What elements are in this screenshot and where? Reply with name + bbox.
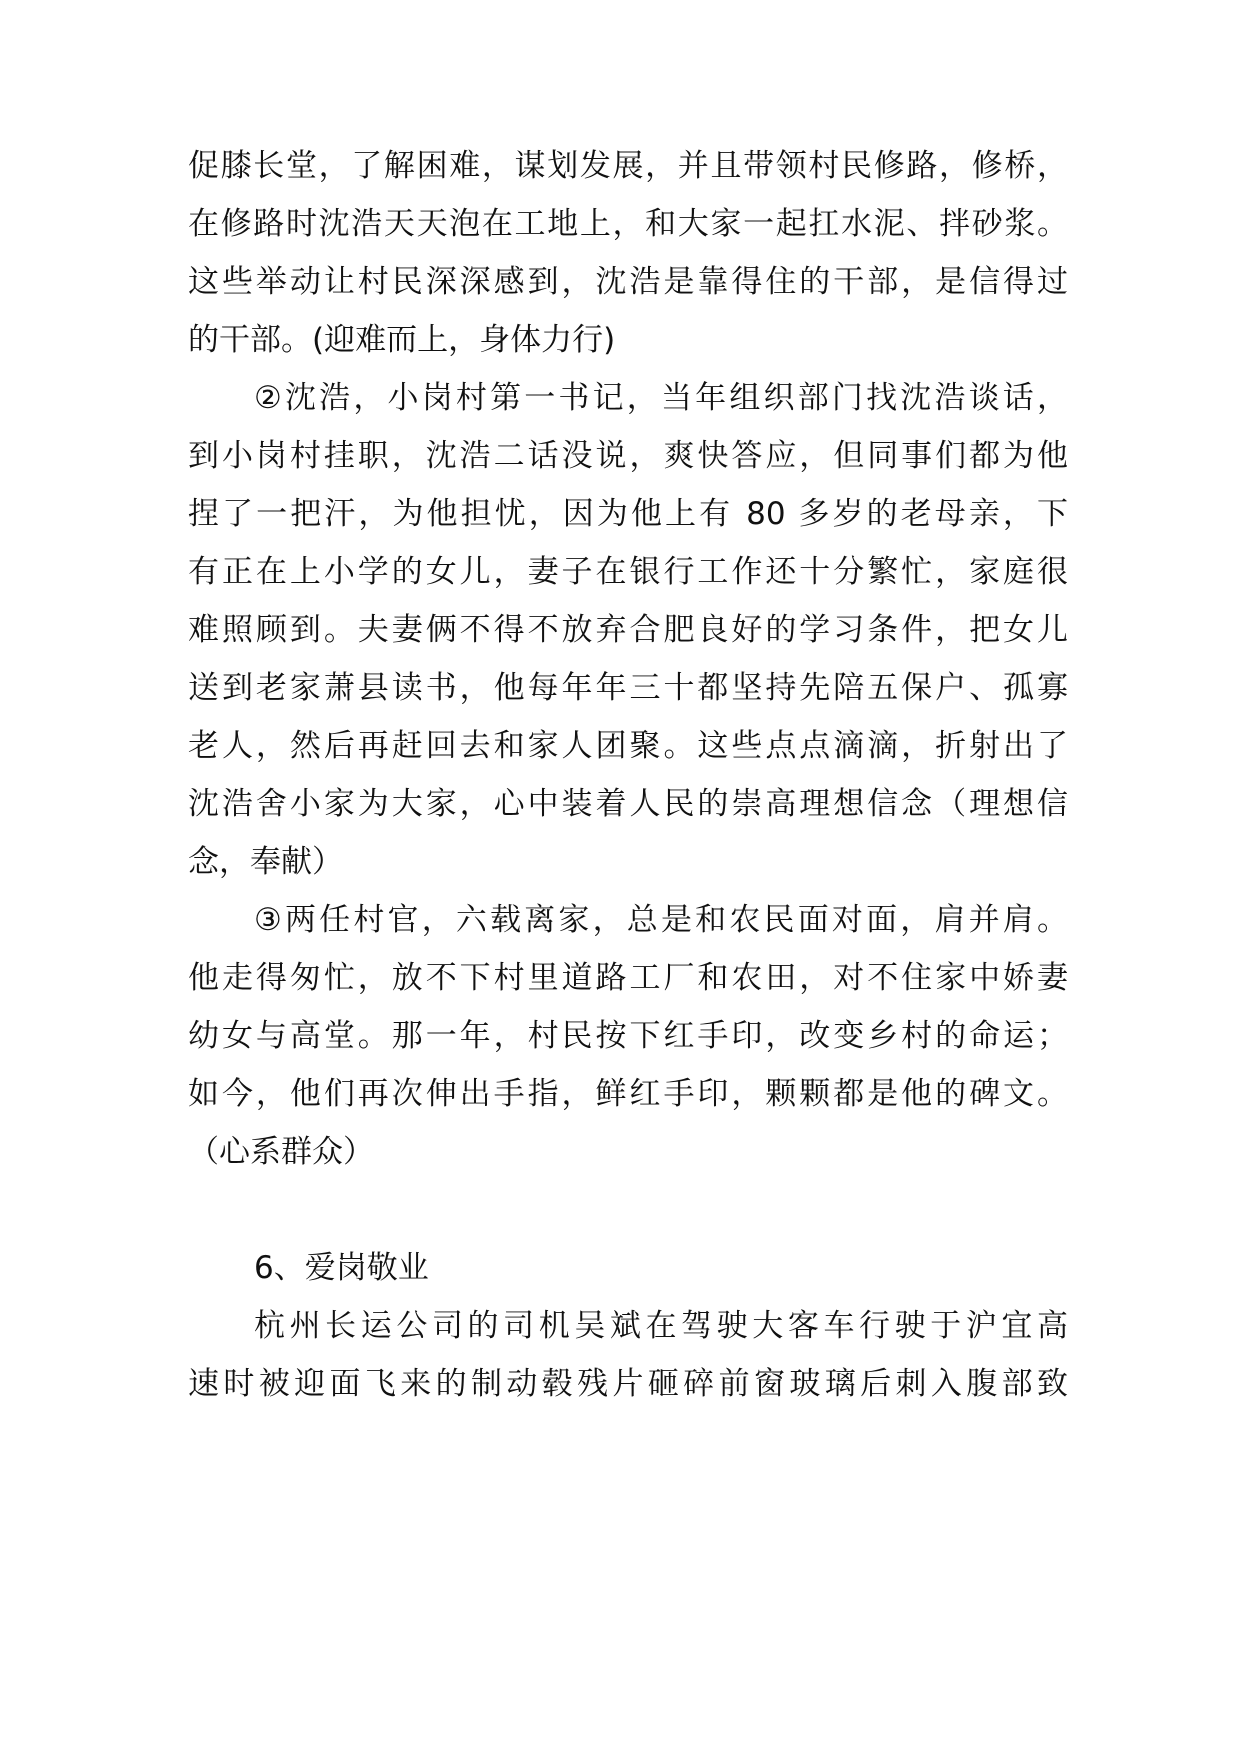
paragraph-3-line-3: 幼女与高堂。那一年，村民按下红手印，改变乡村的命运； [188,1018,1068,1054]
paragraph-1-line-2: 在修路时沈浩天天泡在工地上，和大家一起扛水泥、拌砂浆。 [188,206,1068,242]
paragraph-2-line-4: 有正在上小学的女儿，妻子在银行工作还十分繁忙，家庭很 [188,554,1068,590]
paragraph-2-line-8: 沈浩舍小家为大家，心中装着人民的崇高理想信念（理想信 [188,786,1068,822]
paragraph-3-line-1: ③两任村官，六载离家，总是和农民面对面，肩并肩。 [254,902,1068,938]
paragraph-4-line-1: 杭州长运公司的司机吴斌在驾驶大客车行驶于沪宜高 [254,1308,1068,1344]
section-heading: 6、爱岗敬业 [254,1250,429,1286]
paragraph-3-line-4: 如今，他们再次伸出手指，鲜红手印，颗颗都是他的碑文。 [188,1076,1068,1112]
paragraph-2-line-3: 捏了一把汗，为他担忧，因为他上有 80 多岁的老母亲，下 [188,496,1068,532]
paragraph-3-line-2: 他走得匆忙，放不下村里道路工厂和农田，对不住家中娇妻 [188,960,1068,996]
paragraph-2-line-5: 难照顾到。夫妻俩不得不放弃合肥良好的学习条件，把女儿 [188,612,1068,648]
paragraph-1-line-3: 这些举动让村民深深感到，沈浩是靠得住的干部，是信得过 [188,264,1068,300]
paragraph-4-line-2: 速时被迎面飞来的制动毂残片砸碎前窗玻璃后刺入腹部致 [188,1366,1068,1402]
paragraph-2-line-1: ②沈浩，小岗村第一书记，当年组织部门找沈浩谈话， [254,380,1068,416]
paragraph-1-line-4: 的干部。(迎难而上，身体力行) [188,322,616,358]
paragraph-2-line-6: 送到老家萧县读书，他每年年三十都坚持先陪五保户、孤寡 [188,670,1068,706]
paragraph-1-line-1: 促膝长堂，了解困难，谋划发展，并且带领村民修路，修桥， [188,148,1068,184]
paragraph-3-line-5: （心系群众） [188,1134,374,1170]
paragraph-2-line-7: 老人，然后再赶回去和家人团聚。这些点点滴滴，折射出了 [188,728,1068,764]
paragraph-2-line-9: 念，奉献） [188,844,343,880]
paragraph-2-line-2: 到小岗村挂职，沈浩二话没说，爽快答应，但同事们都为他 [188,438,1068,474]
